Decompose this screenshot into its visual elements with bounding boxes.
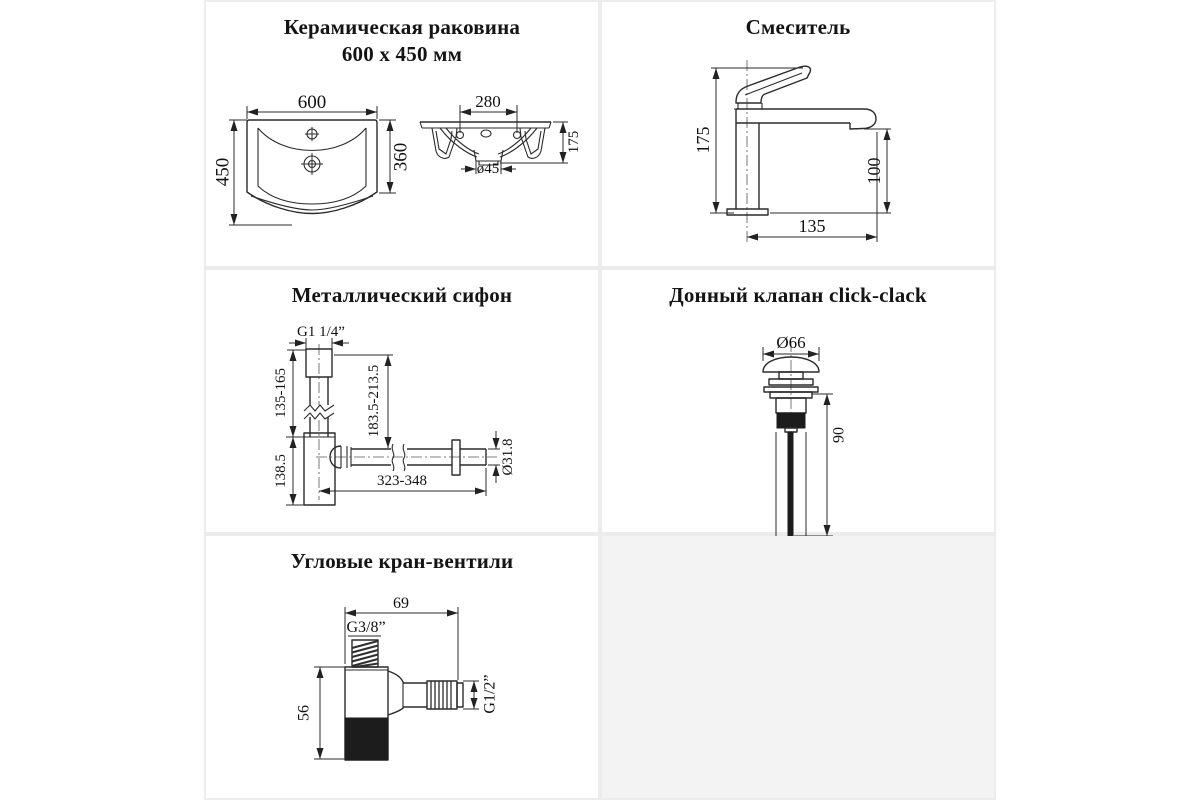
dim-siphon-upper: 135-165: [273, 368, 289, 418]
dim-angle-height: 56: [295, 705, 313, 721]
dim-siphon-thread: G1 1/4”: [297, 324, 345, 340]
dim-sink-width: 600: [297, 92, 327, 113]
mixer-title: Смеситель: [745, 15, 851, 39]
sink-title-line2: 600 х 450 мм: [341, 42, 463, 66]
angle-valve-drawing: [206, 536, 598, 798]
dim-sink-height: 450: [212, 157, 234, 187]
dim-valve-cap: Ø66: [776, 333, 806, 352]
panel-siphon: [206, 270, 598, 532]
angle-valve-title: Угловые кран-вентили: [290, 549, 514, 573]
panel-mixer: [602, 2, 994, 266]
spec-sheet-grid: [204, 0, 996, 800]
dim-siphon-length: 323-348: [377, 473, 427, 489]
dim-siphon-mid: 183.5-213.5: [366, 364, 382, 438]
dim-mixer-spout-height: 100: [864, 157, 884, 185]
dim-siphon-diameter: Ø31.8: [500, 438, 516, 476]
siphon-drawing: [206, 270, 598, 532]
sink-title-line1: Керамическая раковина: [283, 15, 521, 39]
panel-ceramic-sink: [206, 2, 598, 266]
dim-angle-width: 69: [393, 595, 409, 612]
dim-sink-side-width: 280: [475, 92, 501, 111]
dim-sink-drain: ø45: [476, 161, 500, 177]
panel-angle-valve: [206, 536, 598, 798]
dim-mixer-height: 175: [693, 126, 713, 154]
mixer-drawing: [602, 2, 994, 266]
dim-sink-side-height: 175: [566, 130, 582, 154]
dim-mixer-reach: 135: [798, 216, 826, 236]
dim-siphon-cup: 138.5: [273, 454, 289, 488]
empty-cell: [602, 536, 994, 798]
sink-drawing: [206, 2, 598, 266]
siphon-title: Металлический сифон: [291, 283, 513, 307]
dim-angle-inlet-thread: G3/8”: [346, 619, 386, 636]
panel-drain-valve: [602, 270, 994, 532]
drain-valve-drawing: [602, 270, 994, 532]
dim-angle-outlet-thread: G1/2”: [481, 674, 499, 714]
dim-sink-depth: 360: [390, 142, 412, 172]
drain-valve-title: Донный клапан click-clack: [669, 283, 927, 307]
dim-valve-height: 90: [830, 427, 848, 443]
